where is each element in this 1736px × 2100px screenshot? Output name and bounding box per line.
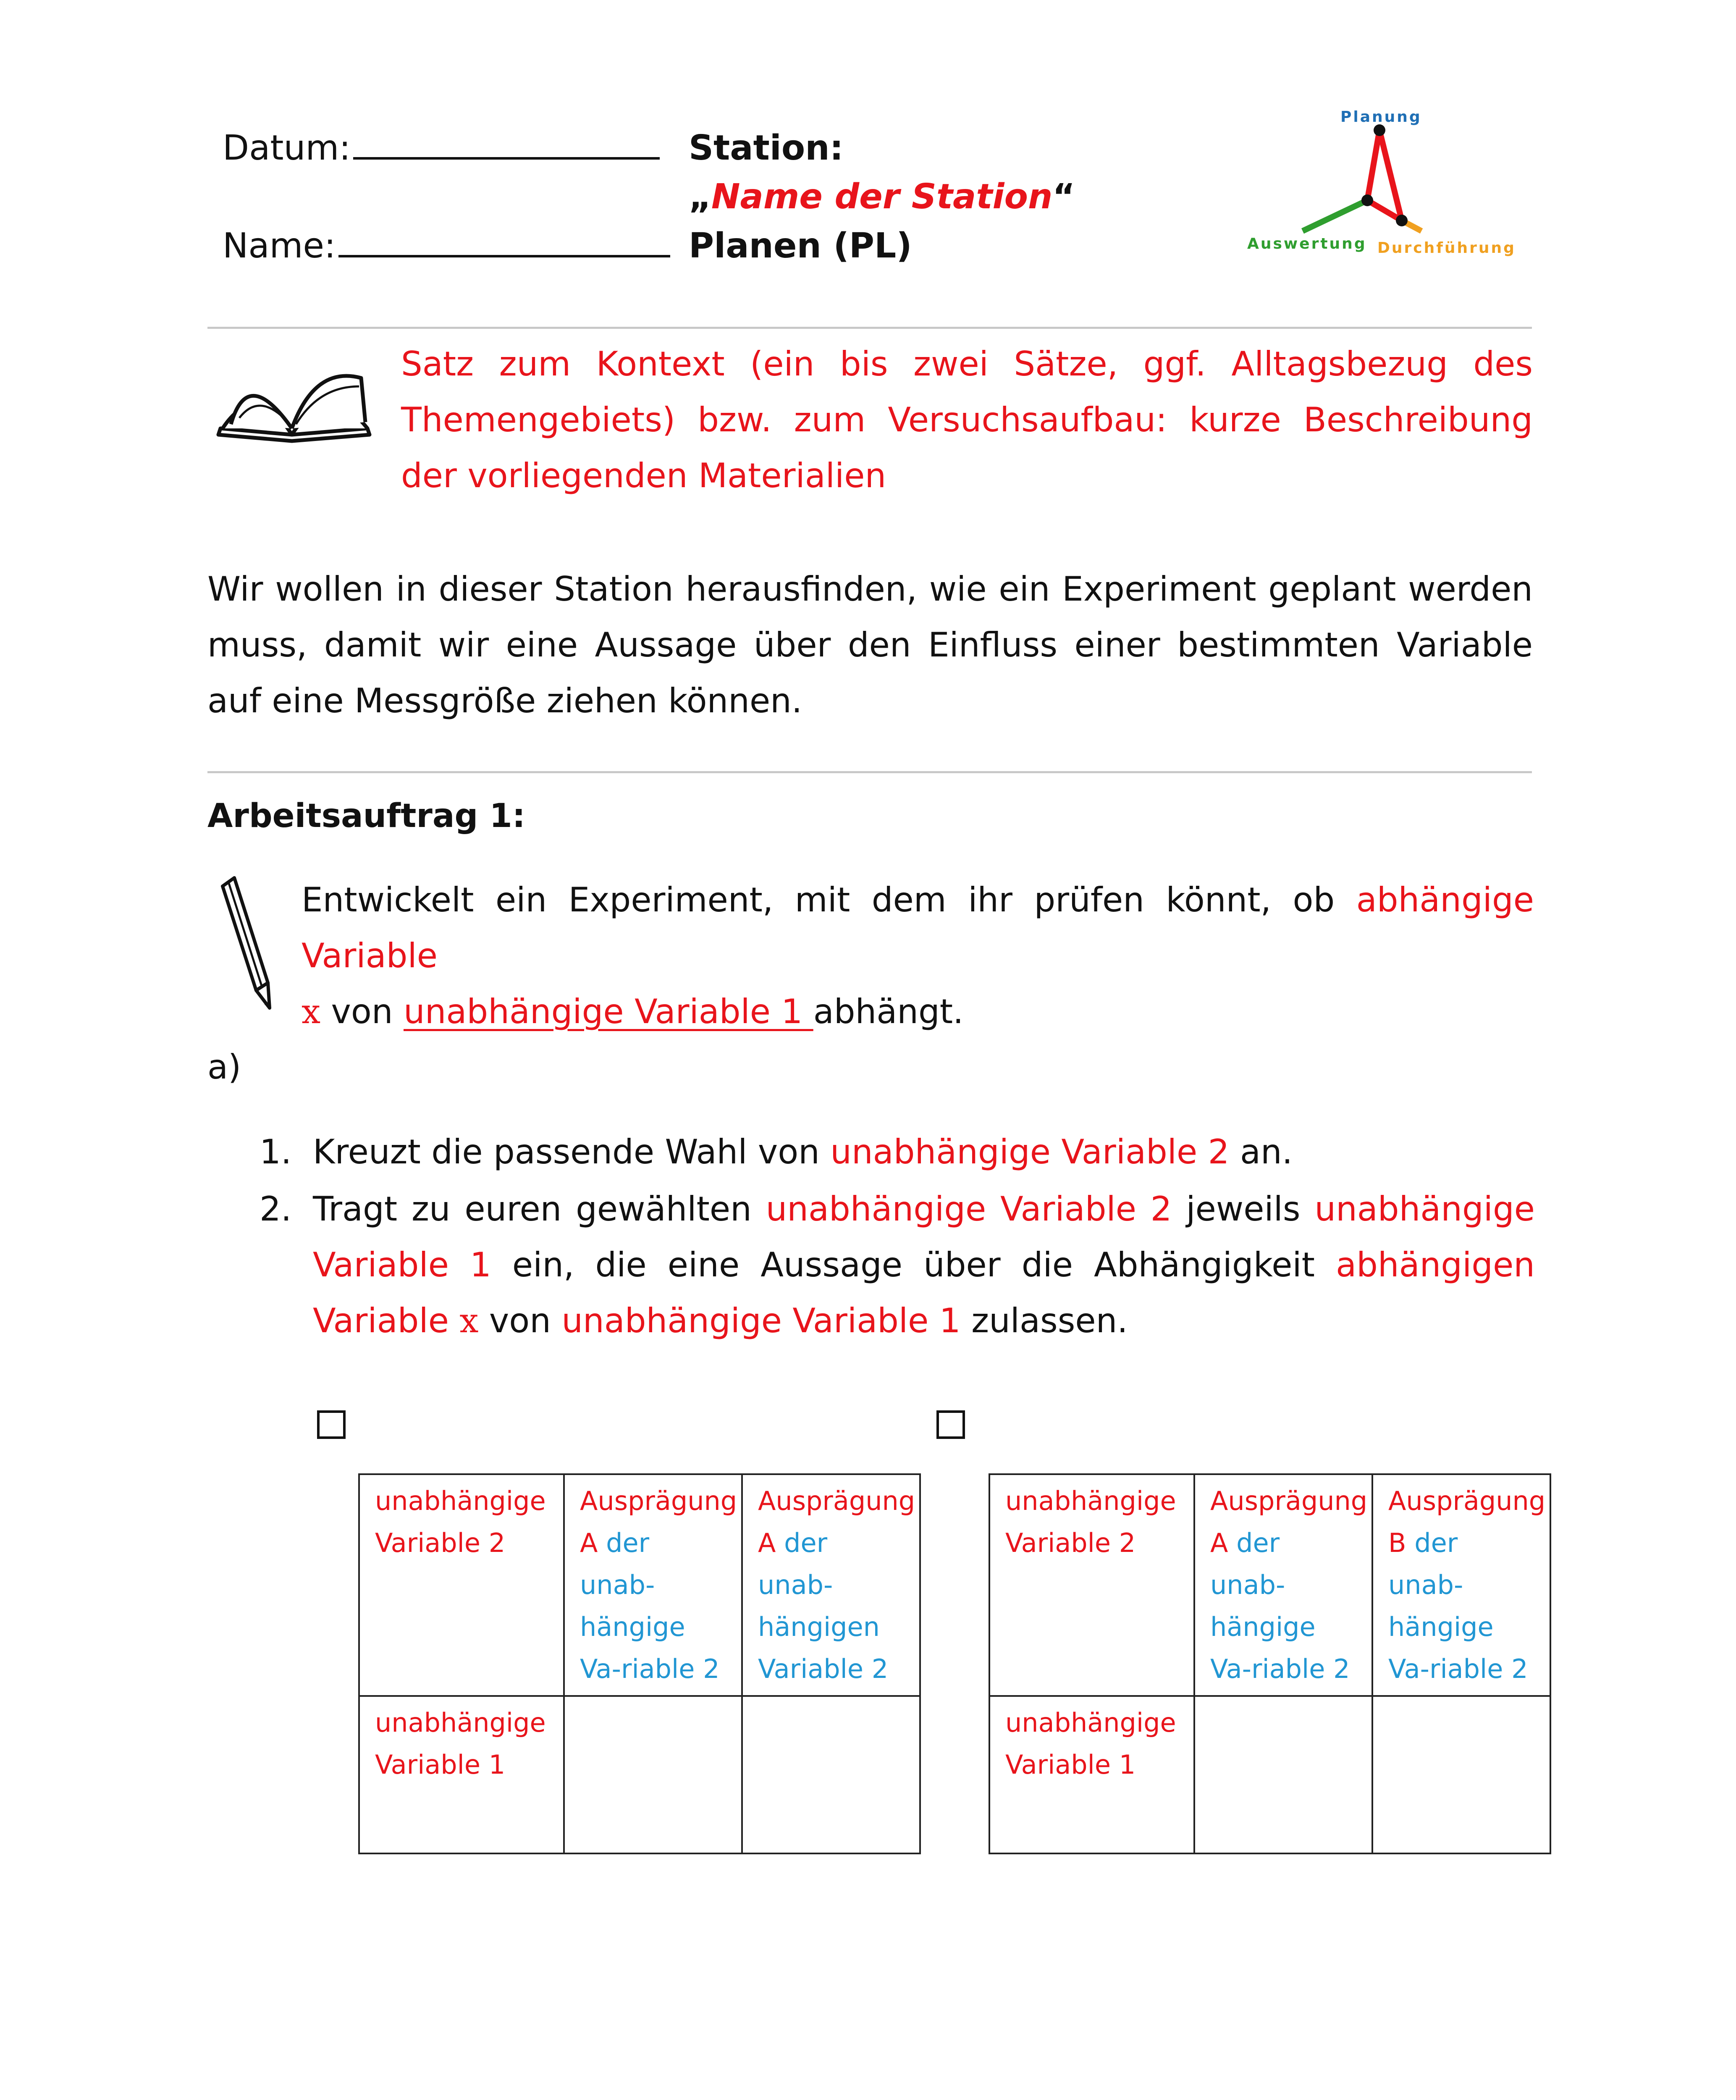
logo-durchfuehrung: Durchführung (1377, 239, 1516, 257)
logo-line-a (1367, 130, 1379, 200)
table-a-cell-1[interactable] (564, 1696, 742, 1853)
date-label: Datum: (223, 128, 351, 168)
checkbox-option-a[interactable] (317, 1410, 346, 1439)
intro-text: Wir wollen in dieser Station herausfinden, wie ein Experiment geplant werden muss, damit wir eine Aussage über den Einfluss einer bestimmten Variable auf eine Messgröße ziehen können. (207, 570, 1533, 720)
table-b-header-variable: unabhängige Variable 2 (989, 1474, 1194, 1696)
logo-node-mid (1361, 194, 1373, 206)
table-b-cell-1[interactable] (1194, 1696, 1372, 1853)
dependent-variable: abhängige Variable (302, 880, 1534, 975)
list-item-1: Kreuzt die passende Wahl von unabhängige Variable 2 an. (313, 1132, 1293, 1171)
list-num-1: 1. (260, 1132, 292, 1171)
table-b-cell-2[interactable] (1372, 1696, 1550, 1853)
table-a-header-col2: Ausprägung A der unab-hängige Va-riable 2 (564, 1474, 742, 1696)
logo-node-right (1396, 215, 1408, 226)
date-blank[interactable] (353, 131, 660, 160)
divider-1 (207, 327, 1532, 329)
independent-variable-1: unabhängige Variable 1 (403, 992, 813, 1031)
phase-label: Planen (PL) (689, 226, 912, 266)
station-name: Name der Station (711, 177, 1053, 217)
list-num-2: 2. (260, 1189, 292, 1228)
table-a-row-label: unabhängige Variable 1 (359, 1696, 564, 1853)
table-b-header-col2: Ausprägung A der unab-hängige Va-riable 2 (1194, 1474, 1372, 1696)
table-option-b (989, 1473, 1551, 1854)
context-text: Satz zum Kontext (ein bis zwei Sätze, ggf. Alltagsbezug des Themengebiets) bzw. zum Versuchsaufbau: kurze Beschreibung der vorliegenden Materialien (401, 344, 1533, 495)
table-b-row-label: unabhängige Variable 1 (989, 1696, 1194, 1853)
date-field (223, 128, 660, 168)
logo-line-green (1303, 200, 1367, 231)
checkbox-option-b[interactable] (936, 1410, 965, 1439)
divider-2 (207, 771, 1532, 773)
table-option-a (358, 1473, 921, 1854)
task1-statement: Entwickelt ein Experiment, mit dem ihr prüfen könnt, ob abhängige Variable x von unabhängige Variable 1 abhängt. (302, 880, 1534, 1031)
list-item-2: Tragt zu euren gewählten unabhängige Variable 2 jeweils unabhängige Variable 1 ein, die eine Aussage über die Abhängigkeit abhängigen Variable x von unabhängige Variable 1 zulassen. (313, 1189, 1535, 1340)
name-label: Name: (223, 226, 336, 266)
book-icon (206, 361, 374, 449)
subtask-label: a) (207, 1047, 241, 1087)
task1-title: Arbeitsauftrag 1: (207, 797, 525, 835)
logo-planung: Planung (1340, 108, 1422, 126)
station-name-line: „Name der Station“ (689, 177, 1075, 217)
table-a-header-variable: unabhängige Variable 2 (359, 1474, 564, 1696)
logo-auswertung: Auswertung (1247, 235, 1367, 252)
table-b-header-col3: Ausprägung B der unab-hängige Va-riable 2 (1372, 1474, 1550, 1696)
pencil-icon (214, 874, 277, 1016)
name-field (223, 226, 670, 266)
name-blank[interactable] (338, 229, 670, 257)
table-a-header-col3: Ausprägung A der unab-hängigen Variable 2 (742, 1474, 920, 1696)
table-a-cell-2[interactable] (742, 1696, 920, 1853)
logo-node-top (1374, 124, 1385, 136)
process-logo (1239, 105, 1524, 273)
station-label: Station: (689, 128, 844, 168)
